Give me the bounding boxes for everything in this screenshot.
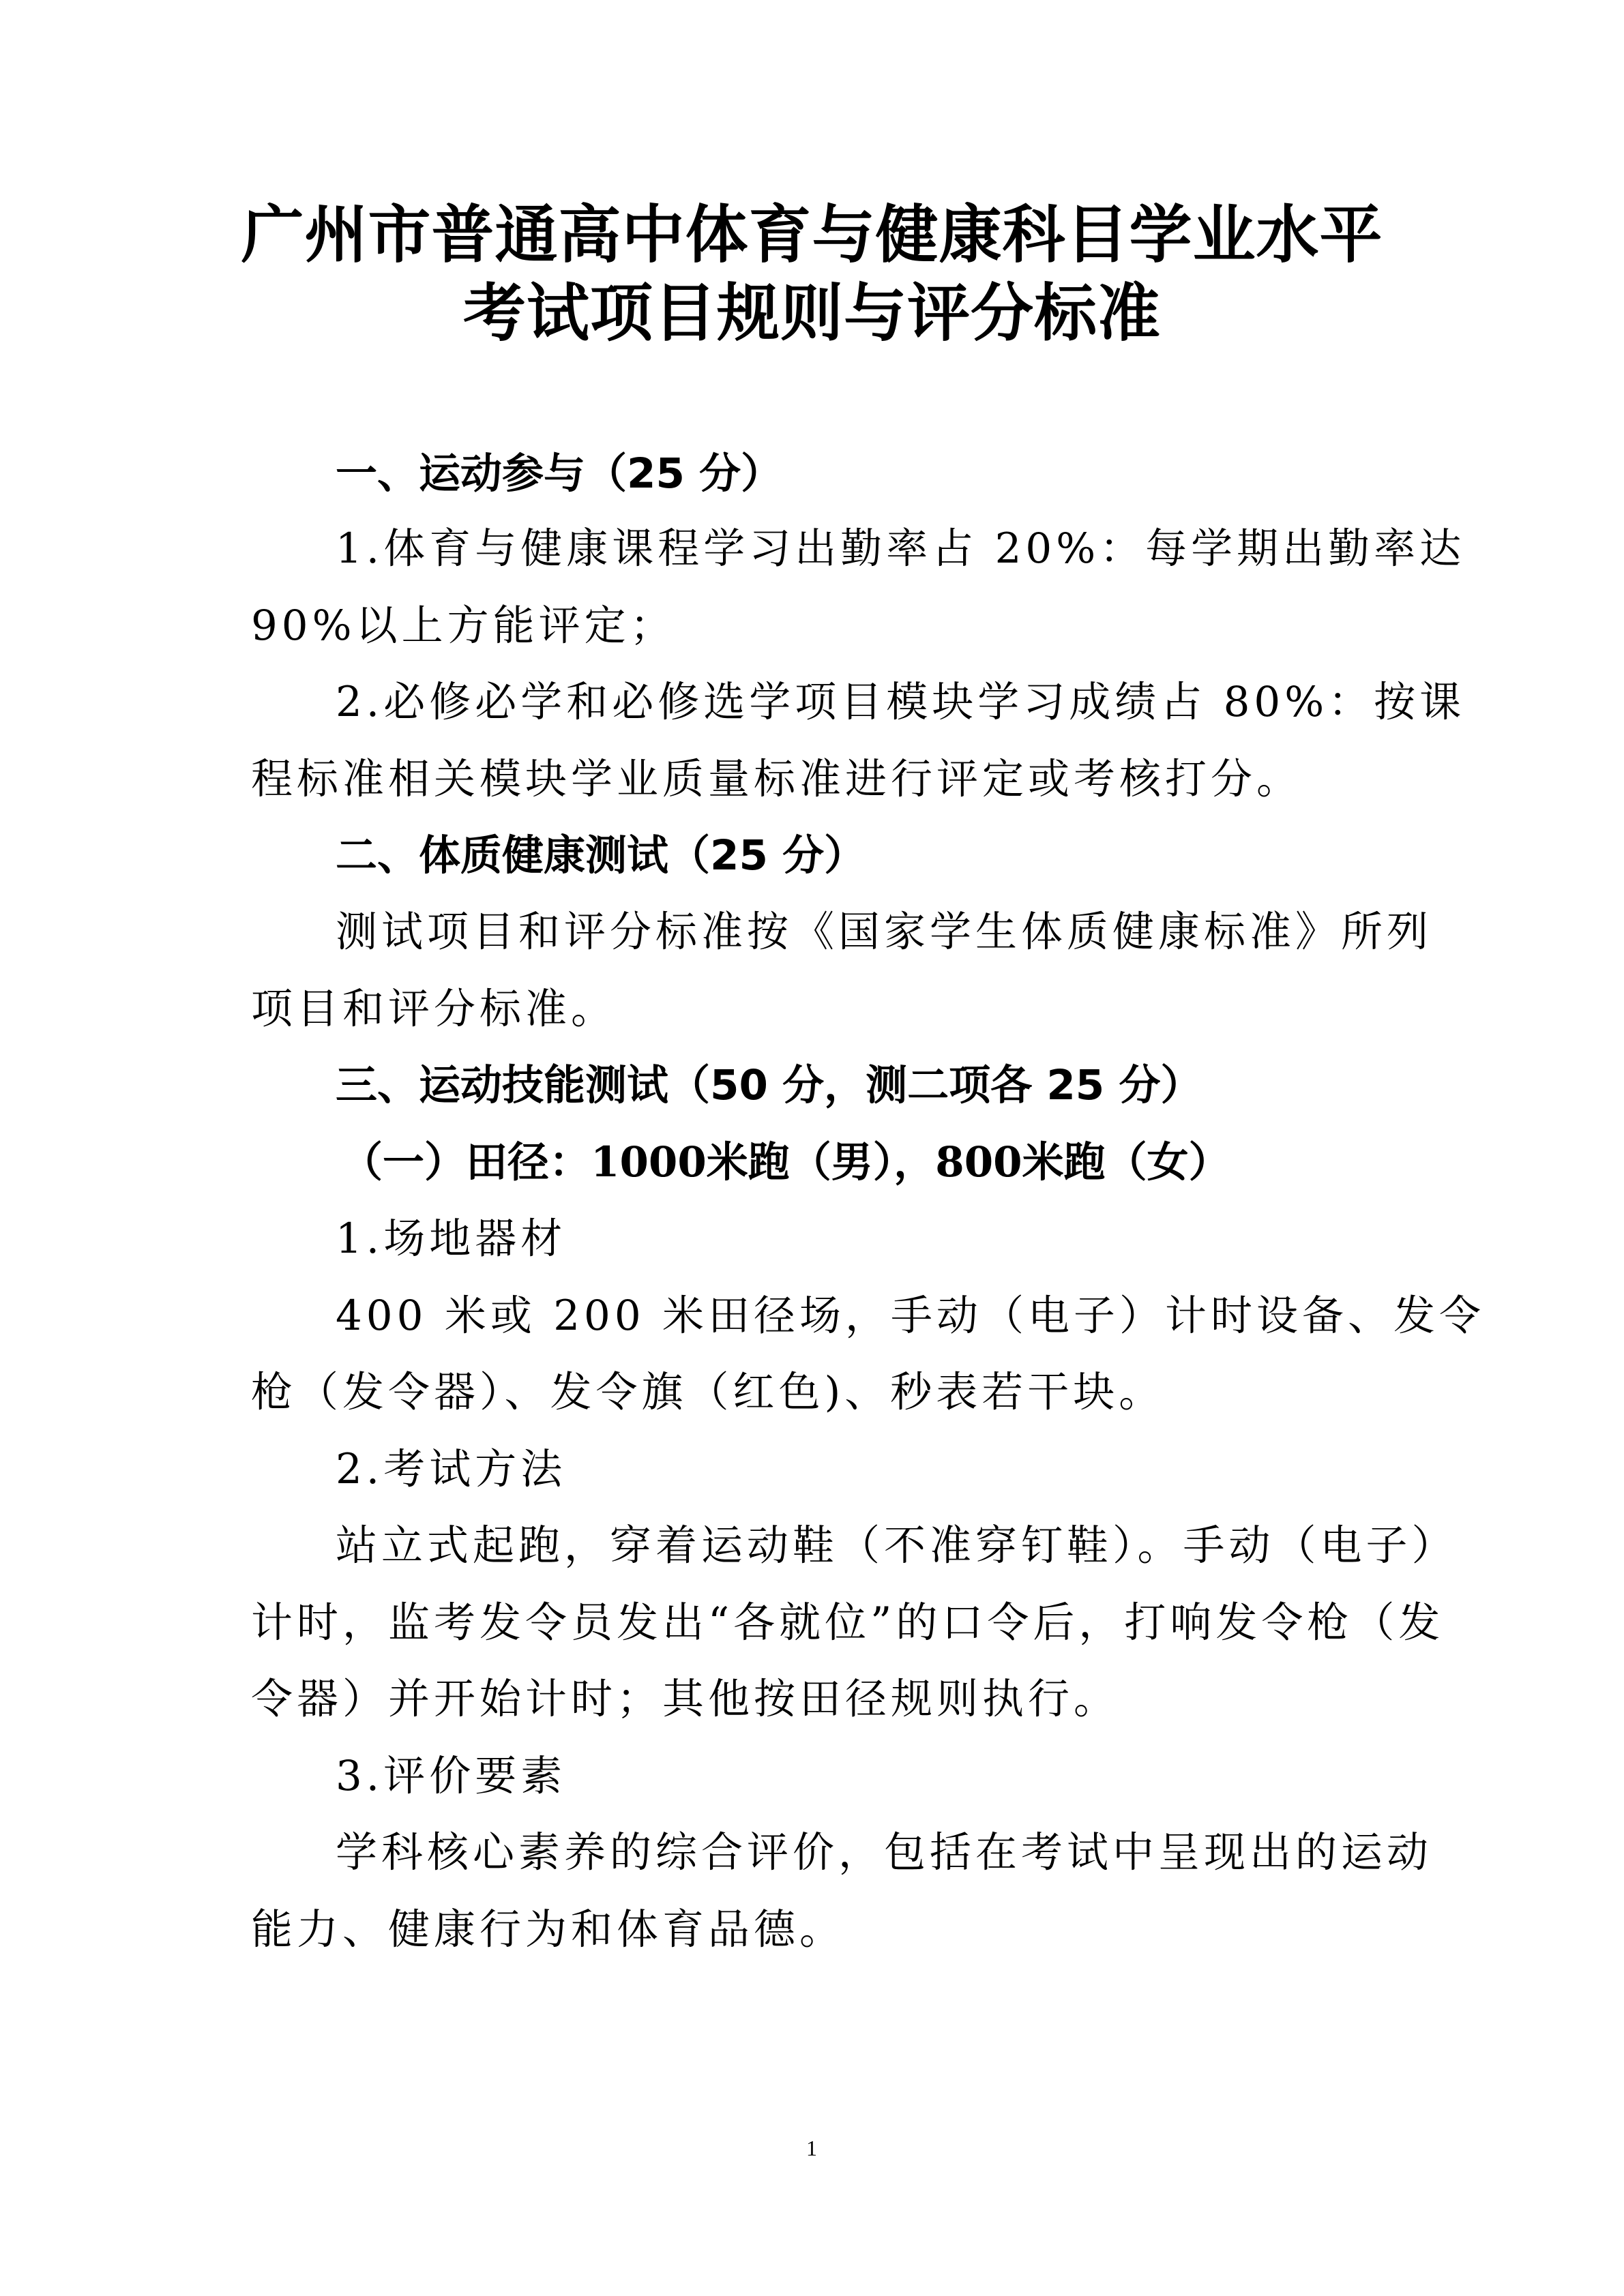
section-2-text-line-2: 项目和评分标准。: [251, 985, 617, 1033]
exam-method-line-3: 令器）并开始计时；其他按田径规则执行。: [251, 1675, 1120, 1723]
section-1-item-2-line-1: 2.必修必学和必修选学项目模块学习成绩占 80%：按课: [336, 678, 1466, 726]
venue-equipment-line-2: 枪（发令器）、发令旗（红色)、秒表若干块。: [251, 1368, 1165, 1416]
evaluation-elements-line-1: 学科核心素养的综合评价，包括在考试中呈现出的运动: [336, 1828, 1433, 1877]
page-number: 1: [806, 2136, 817, 2160]
section-3-heading: 三、运动技能测试（50 分，测二项各 25 分）: [336, 1061, 1202, 1109]
section-3-subsection-1-heading: （一）田径：1000米跑（男），800米跑（女）: [341, 1138, 1230, 1187]
evaluation-elements-line-2: 能力、健康行为和体育品德。: [251, 1905, 846, 1954]
section-1-item-1-line-2: 90%以上方能评定；: [251, 601, 676, 650]
section-2-heading: 二、体质健康测试（25 分）: [336, 831, 866, 880]
section-1-item-1-line-1: 1.体育与健康课程学习出勤率占 20%：每学期出勤率达: [336, 524, 1466, 573]
venue-equipment-line-1: 400 米或 200 米田径场，手动（电子）计时设备、发令: [336, 1292, 1486, 1340]
document-title-line-1: 广州市普通高中体育与健康科目学业水平: [241, 198, 1383, 271]
section-2-text-line-1: 测试项目和评分标准按《国家学生体质健康标准》所列: [336, 908, 1433, 956]
exam-method-line-2: 计时，监考发令员发出“各就位”的口令后，打响发令枪（发: [251, 1598, 1445, 1647]
evaluation-elements-heading: 3.评价要素: [336, 1752, 567, 1800]
venue-equipment-heading: 1.场地器材: [336, 1214, 567, 1263]
document-title-line-2: 考试项目规则与评分标准: [462, 277, 1161, 350]
exam-method-line-1: 站立式起跑，穿着运动鞋（不准穿钉鞋）。手动（电子）: [336, 1521, 1458, 1570]
exam-method-heading: 2.考试方法: [336, 1445, 567, 1493]
section-1-heading: 一、运动参与（25 分）: [336, 449, 783, 498]
section-1-item-2-line-2: 程标准相关模块学业质量标准进行评定或考核打分。: [251, 755, 1303, 803]
